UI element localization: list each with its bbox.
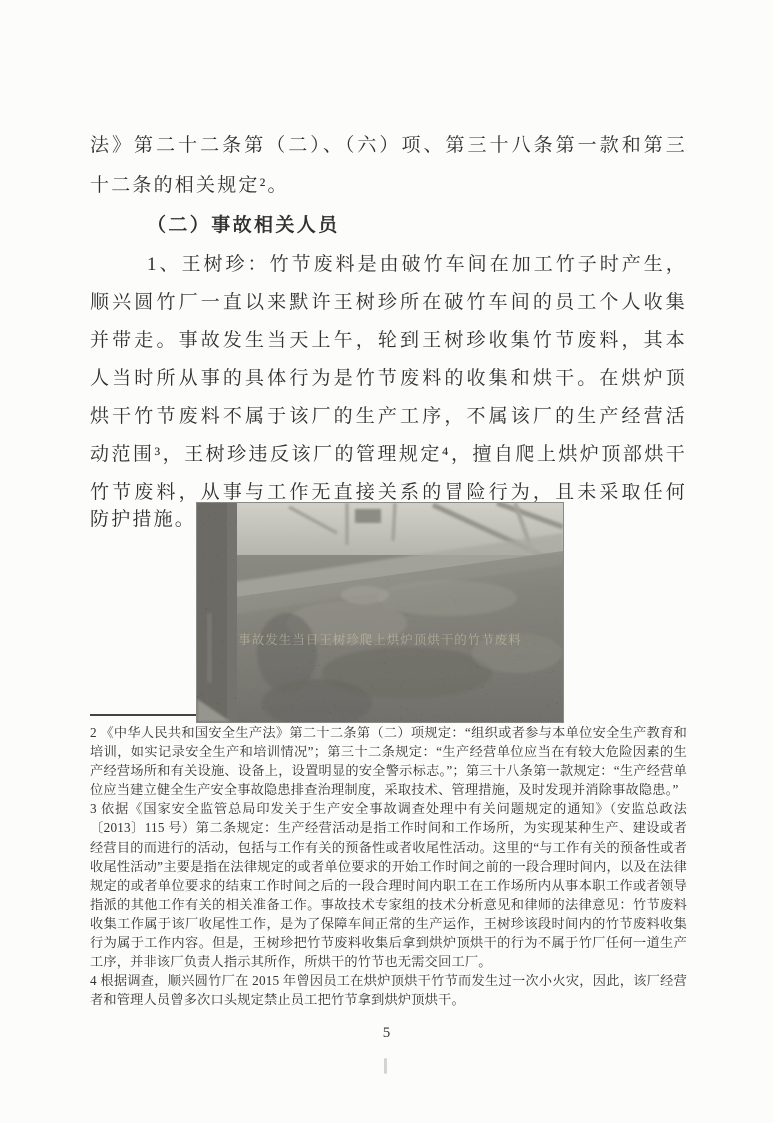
paragraph-line: 1、王树珍：竹节废料是由破竹车间在加工竹子时产生， [147, 254, 687, 275]
footnote-3: 3 依据《国家安全监管总局印发关于生产安全事故调查处理中有关问题规定的通知》（安监总政法〔2013〕115 号）第二条规定：生产经营活动是指工作时间和工作场所，为实现某种生产、建设或者经营目的而进行的活动，包括与工作有关的预备性或者收尾性活动。这里的“与工作有关的预备性或者收尾性活动”主要是指在法律规定的或者单位要求的开始工作时间之前的一段合理时间内，以及在法律规定的或者单位要求的结束工作时间之后的一段合理时间内职工在工作场所内从事本职工作或者领导指派的其他工作有关的相关准备工作。事故技术专家组的技术分析意见和律师的法律意见：竹节废料收集工作属于该厂收尾性工作，是为了保障车间正常的生产运作，王树珍该段时间内的竹节废料收集行为属于工作内容。但是，王树珍把竹节废料收集后拿到烘炉顶烘干的行为不属于竹厂任何一道生产工序，并非该厂负责人指示其所作，所烘干的竹节也无需交回工厂。 [90, 801, 687, 970]
footnote-4: 4 根据调查，顺兴圆竹厂在 2015 年曾因员工在烘炉顶烘干竹节而发生过一次小火灾，因此，该厂经营者和管理人员曾多次口头规定禁止员工把竹节拿到烘炉顶烘干。 [90, 973, 687, 1008]
paragraph-line: 人当时所从事的具体行为是竹节废料的收集和烘干。在烘炉顶 [90, 368, 687, 389]
paragraph-line: 竹节废料，从事与工作无直接关系的冒险行为，且未采取任何 [90, 482, 687, 503]
section-heading: （二）事故相关人员 [147, 215, 340, 236]
paragraph-line: 顺兴圆竹厂一直以来默许王树珍所在破竹车间的员工个人收集 [90, 292, 687, 313]
paragraph-line: 并带走。事故发生当天上午，轮到王树珍收集竹节废料，其本 [90, 330, 687, 351]
body-intro [90, 126, 687, 206]
photo-caption-watermark: 事故发生当日王树珍爬上烘炉顶烘干的竹节废料 [238, 633, 522, 647]
scan-artifact [384, 1058, 387, 1074]
footnotes-block [90, 723, 687, 1009]
paragraph-line: 烘干竹节废料不属于该厂的生产工序，不属该厂的生产经营活 [90, 406, 687, 427]
accident-scene-photo [197, 503, 563, 722]
paragraph-line: 动范围³，王树珍违反该厂的管理规定⁴，擅自爬上烘炉顶部烘干 [90, 444, 687, 465]
body-paragraph [90, 246, 687, 512]
footnote-separator [90, 714, 196, 716]
paragraph-line: 防护措施。 [90, 509, 197, 530]
accident-scene-photo-image [197, 503, 563, 722]
page-number: 5 [382, 1025, 391, 1041]
footnote-2: 2 《中华人民共和国安全生产法》第二十二条第（二）项规定：“组织或者参与本单位安全生产教育和培训，如实记录安全生产和培训情况”；第三十二条规定：“生产经营单位应当在有较大危险因素的生产经营场所和有关设施、设备上，设置明显的安全警示标志。”；第三十八条第一款规定：“生产经营单位应当建立健全生产安全事故隐患排查治理制度，采取技术、管理措施，及时发现并消除事故隐患。” [90, 725, 687, 798]
body-intro-line: 法》第二十二条第（二）、（六）项、第三十八条第一款和第三 [90, 135, 687, 156]
body-intro-line: 十二条的相关规定²。 [90, 175, 289, 196]
